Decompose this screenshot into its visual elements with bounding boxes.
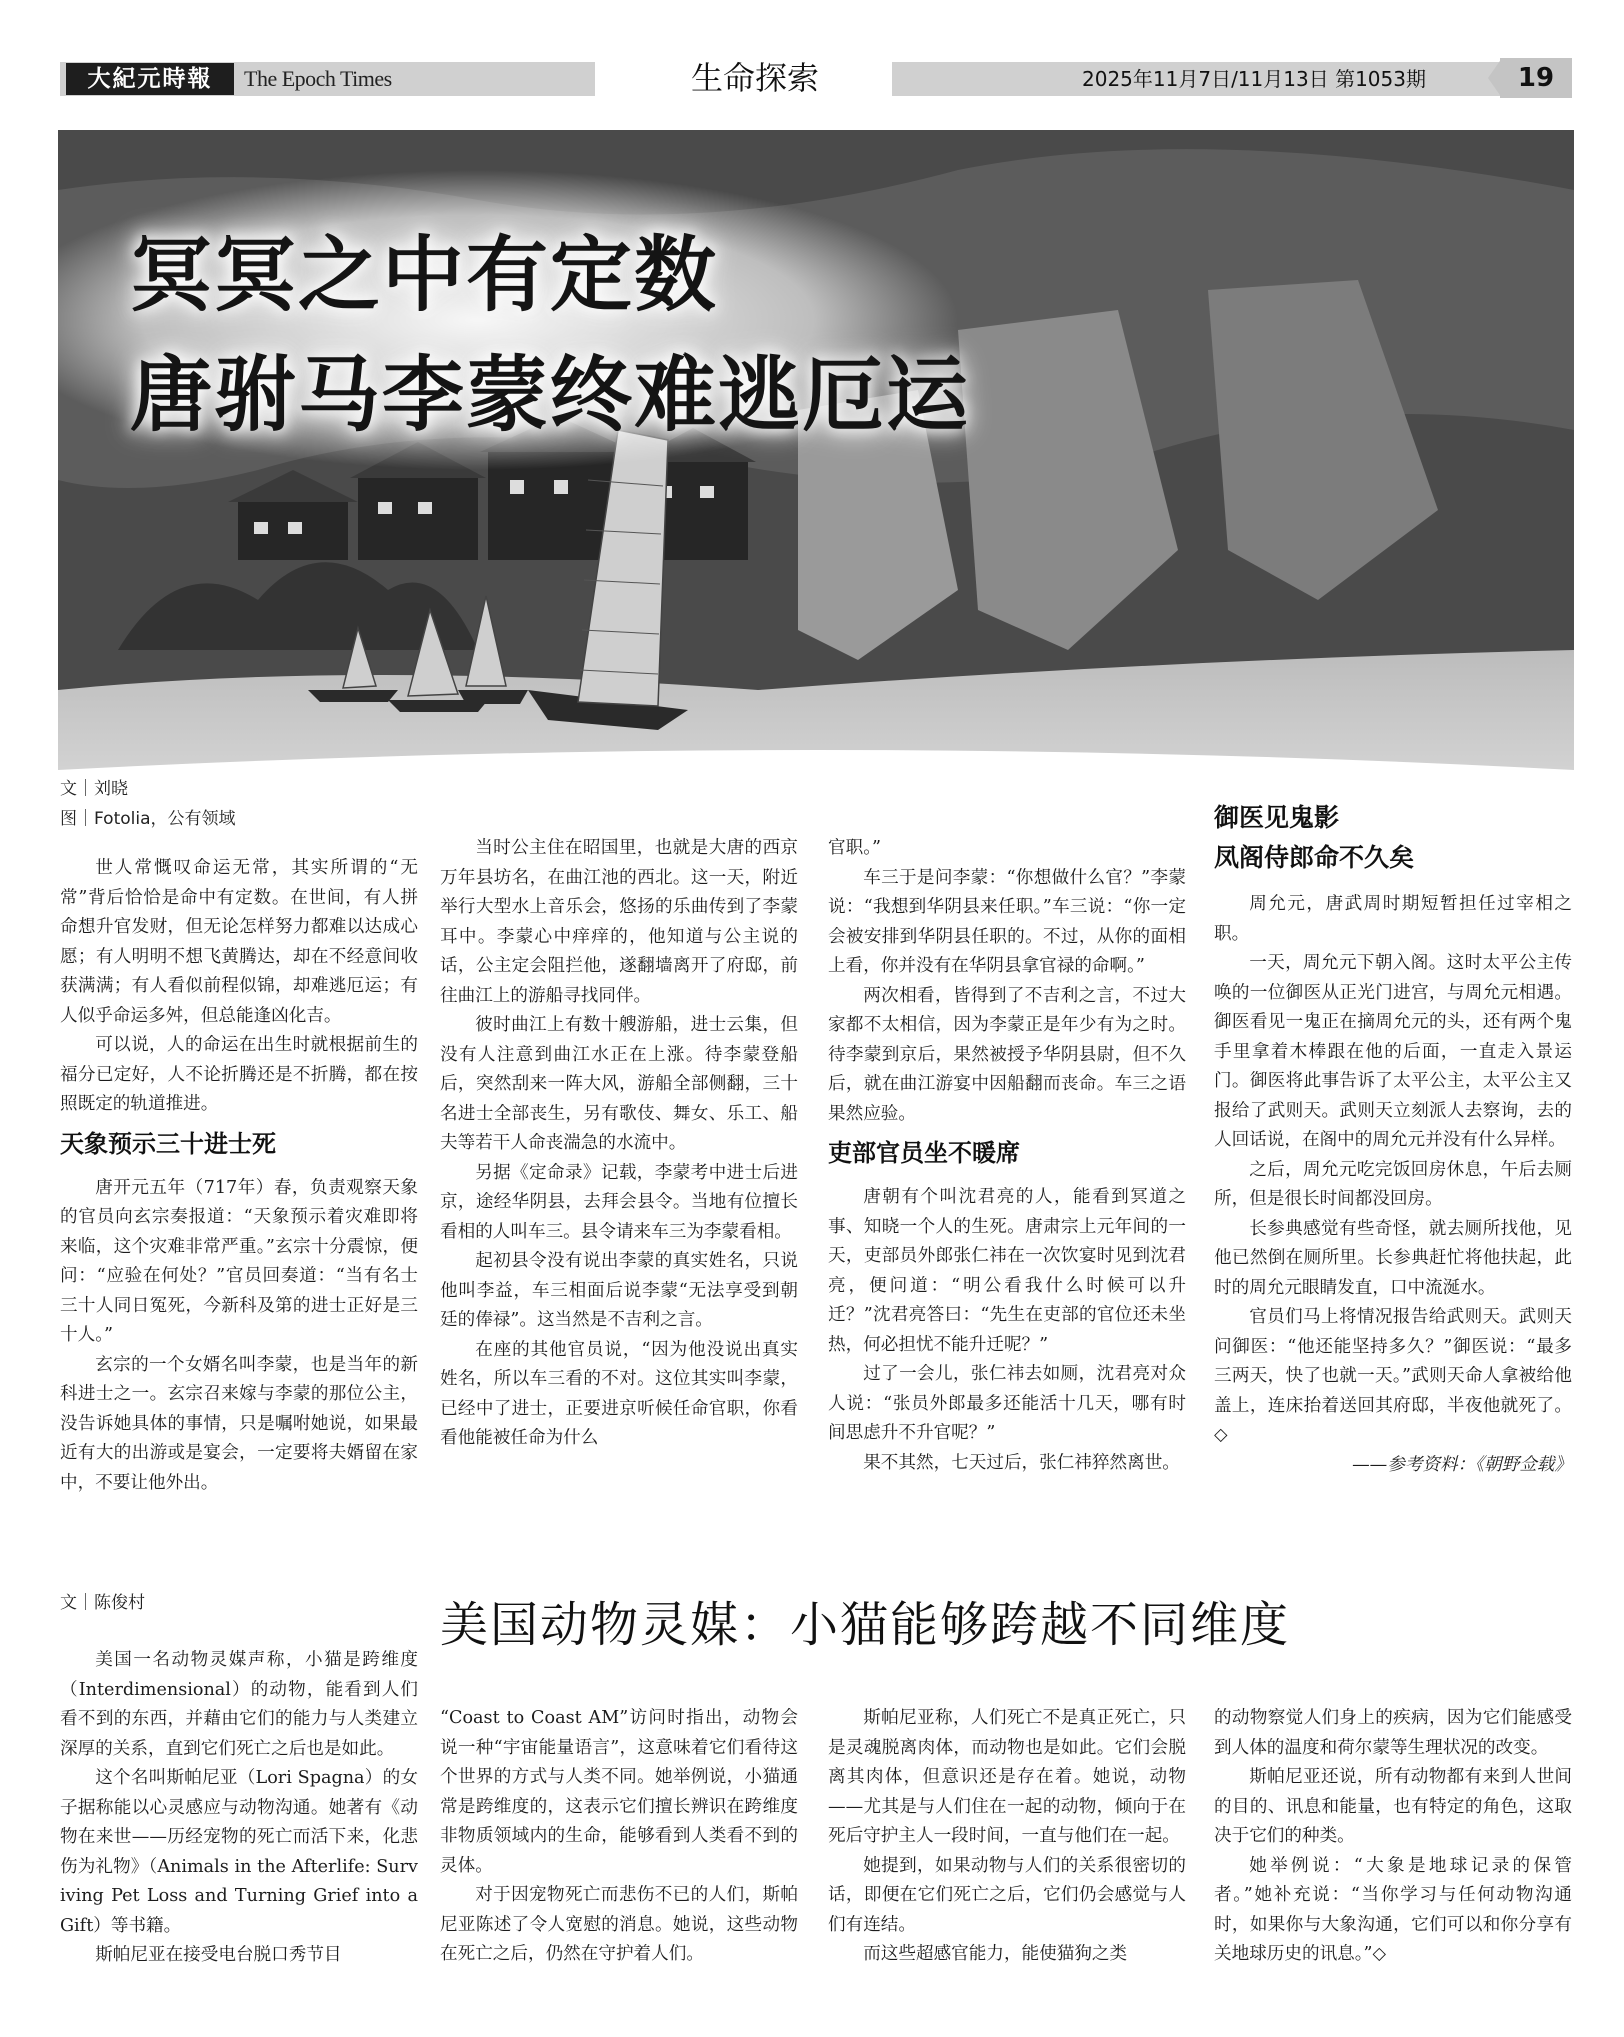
paragraph: 唐开元五年（717年）春，负责观察天象的官员向玄宗奏报道：“天象预示着灾难即将来临，这个灾难非常严重。”玄宗十分震惊，便问：“应验在何处？”官员回奏道：“当有名士三十人同日冤死，今新科及第的进士正好是三十人。” xyxy=(60,1177,418,1345)
subheading-line-1: 御医见鬼影 xyxy=(1214,803,1340,832)
subheading: 天象预示三十进士死 xyxy=(60,1129,276,1158)
paragraph: 而这些超感官能力，能使猫狗之类 xyxy=(863,1944,1128,1964)
headline-line-1: 冥冥之中有定数 xyxy=(130,228,719,323)
paragraph: 起初县令没有说出李蒙的真实姓名，只说他叫李益，车三相面后说李蒙“无法享受到朝廷的俸禄”。这当然是不吉利之言。 xyxy=(440,1251,798,1330)
paragraph: 唐朝有个叫沈君亮的人，能看到冥道之事、知晓一个人的生死。唐肃宗上元年间的一天，吏部员外郎张仁祎在一次饮宴时见到沈君亮，便问道：“明公看我什么时候可以升迁？”沈君亮答曰：“先生在吏部的官位还未坐热，何必担忧不能升迁呢？” xyxy=(828,1187,1186,1355)
paragraph: 官员们马上将情况报告给武则天。武则天问御医：“他还能坚持多久？”御医说：“最多三两天，快了也就一天。”武则天命人拿被给他盖上，连床抬着送回其府邸，半夜他就死了。◇ xyxy=(1214,1307,1572,1445)
paragraph: 可以说，人的命运在出生时就根据前生的福分已定好，人不论折腾还是不折腾，都在按照既定的轨道推进。 xyxy=(60,1035,418,1114)
paragraph: 长参典感觉有些奇怪，就去厕所找他，见他已然倒在厕所里。长参典赶忙将他扶起，此时的周允元眼睛发直，口中流涎水。 xyxy=(1214,1218,1572,1298)
main-headline xyxy=(130,216,970,456)
paragraph: 两次相看，皆得到了不吉利之言，不过大家都不太相信，因为李蒙正是年少有为之时。待李蒙到京后，果然被授予华阴县尉，但不久后，就在曲江游宴中因船翻而丧命。车三之语果然应验。 xyxy=(828,985,1186,1124)
paragraph: 斯帕尼亚还说，所有动物都有来到人世间的目的、讯息和能量，也有特定的角色，这取决于它们的种类。 xyxy=(1214,1767,1572,1846)
section-title: 生命探索 xyxy=(690,59,819,97)
newspaper-logo-chinese[interactable]: 大紀元時報 xyxy=(66,63,234,95)
reference-note: ——参考资料：《朝野佥载》 xyxy=(1352,1454,1572,1475)
paragraph: “Coast to Coast AM”访问时指出，动物会说一种“宇宙能量语言”，这意味着它们看待这个世界的方式与人类不同。她举例说，小猫通常是跨维度的，这表示它们擅长辨识在跨维度非物质领域内的生命，能够看到人类看不到的灵体。 xyxy=(440,1708,798,1876)
paragraph: 的动物察觉人们身上的疾病，因为它们能感受到人体的温度和荷尔蒙等生理状况的改变。 xyxy=(1214,1708,1572,1758)
story1-column-1 xyxy=(60,854,418,1498)
story2-column-2 xyxy=(440,1704,798,1970)
paragraph: 世人常慨叹命运无常，其实所谓的“无常”背后恰恰是命中有定数。在世间，有人拼命想升官发财，但无论怎样努力都难以达成心愿；有人明明不想飞黄腾达，却在不经意间收获满满；有人看似前程似锦，却难逃厄运；有人似乎命运多舛，但总能逢凶化吉。 xyxy=(60,858,418,1026)
story2-column-4 xyxy=(1214,1704,1572,1970)
paragraph: 她提到，如果动物与人们的关系很密切的话，即便在它们死亡之后，它们仍会感觉与人们有连结。 xyxy=(828,1855,1186,1935)
paragraph: 果不其然，七天过后，张仁祎猝然离世。 xyxy=(863,1452,1180,1473)
story1-column-4-heading xyxy=(1214,798,1574,878)
paragraph: 过了一会儿，张仁祎去如厕，沈君亮对众人说：“张员外郎最多还能活十几天，哪有时间思虑升不升官呢？” xyxy=(828,1364,1186,1443)
paragraph: 斯帕尼亚在接受电台脱口秀节目 xyxy=(95,1945,342,1965)
newspaper-logo-english[interactable]: The Epoch Times xyxy=(244,66,392,91)
paragraph: 另据《定命录》记载，李蒙考中进士后进京，途经华阴县，去拜会县令。当地有位擅长看相的人叫车三。县令请来车三为李蒙看相。 xyxy=(440,1162,798,1242)
paragraph: 对于因宠物死亡而悲伤不已的人们，斯帕尼亚陈述了令人宽慰的消息。她说，这些动物在死亡之后，仍然在守护着人们。 xyxy=(440,1885,798,1964)
story1-photo-credit: 图｜Fotolia，公有领域 xyxy=(60,809,236,829)
paragraph: 彼时曲江上有数十艘游船，进士云集，但没有人注意到曲江水正在上涨。待李蒙登船后，突然刮来一阵大风，游船全部侧翻，三十名进士全部丧生，另有歌伎、舞女、乐工、船夫等若干人命丧湍急的水流中。 xyxy=(440,1015,798,1153)
paragraph: 当时公主住在昭国里，也就是大唐的西京万年县坊名，在曲江池的西北。这一天，附近举行大型水上音乐会，悠扬的乐曲传到了李蒙耳中。李蒙心中痒痒的，他知道与公主说的话，公主定会阻拦他，遂翻墙离开了府邸，前往曲江上的游船寻找同伴。 xyxy=(440,838,798,1006)
paragraph: 这个名叫斯帕尼亚（Lori Spagna）的女子据称能以心灵感应与动物沟通。她著有《动物在来世——历经宠物的死亡而活下来，化悲伤为礼物》（Animals in the Afterlife: Surviving Pet Loss and Turning Grief into a Gift）等书籍。 xyxy=(60,1768,418,1936)
paragraph: 斯帕尼亚称，人们死亡不是真正死亡，只是灵魂脱离肉体，而动物也是如此。它们会脱离其肉体，但意识还是存在着。她说，动物——尤其是与人们住在一起的动物，倾向于在死后守护主人一段时间，一直与他们在一起。 xyxy=(828,1708,1186,1846)
story2-column-1 xyxy=(60,1646,418,1971)
paragraph: 一天，周允元下朝入阁。这时太平公主传唤的一位御医从正光门进宫，与周允元相遇。御医看见一鬼正在摘周允元的头，还有两个鬼手里拿着木棒跟在他的后面，一直走入景运门。御医将此事告诉了太平公主，太平公主又报给了武则天。武则天立刻派人去察询，去的人回话说，在阁中的周允元并没有什么异样。 xyxy=(1214,953,1572,1150)
story1-byline: 文｜刘晓 xyxy=(60,779,128,799)
paragraph: 官职。” xyxy=(828,838,881,858)
story2-column-3 xyxy=(828,1704,1186,1970)
headline-line-2: 唐驸马李蒙终难逃厄运 xyxy=(130,348,971,443)
paragraph: 美国一名动物灵媒声称，小猫是跨维度（Interdimensional）的动物，能看到人们看不到的东西，并藉由它们的能力与人类建立深厚的关系，直到它们死亡之后也是如此。 xyxy=(60,1650,418,1759)
page-number: 19 xyxy=(1517,63,1555,93)
paragraph: 玄宗的一个女婿名叫李蒙，也是当年的新科进士之一。玄宗召来嫁与李蒙的那位公主，没告诉她具体的事情，只是嘱咐她说，如果最近有大的出游或是宴会，一定要将夫婿留在家中，不要让他外出。 xyxy=(60,1354,418,1493)
paragraph: 车三于是问李蒙：“你想做什么官？”李蒙说：“我想到华阴县来任职。”车三说：“你一定会被安排到华阴县任职的。不过，从你的面相上看，你并没有在华阴县拿官禄的命啊。” xyxy=(828,867,1186,976)
issue-dateline: 2025年11月7日/11月13日 第1053期 xyxy=(1082,67,1426,91)
paragraph: 周允元，唐武周时期短暂担任过宰相之职。 xyxy=(1214,894,1572,944)
story2-headline: 美国动物灵媒：小猫能够跨越不同维度 xyxy=(440,1597,1291,1653)
paragraph: 她举例说：“大象是地球记录的保管者。”她补充说：“当你学习与任何动物沟通时，如果你与大象沟通，它们可以和你分享有关地球历史的讯息。”◇ xyxy=(1214,1855,1572,1964)
paragraph: 在座的其他官员说，“因为他没说出真实姓名，所以车三看的不对。这位其实叫李蒙，已经中了进士，正要进京听候任命官职，你看看他能被任命为什么 xyxy=(440,1339,798,1448)
paragraph: 之后，周允元吃完饭回房休息，午后去厕所，但是很长时间都没回房。 xyxy=(1214,1159,1572,1209)
subheading-line-2: 凤阁侍郎命不久矣 xyxy=(1214,843,1415,872)
story1-column-4 xyxy=(1214,890,1572,1480)
subheading: 吏部官员坐不暖席 xyxy=(828,1139,1020,1167)
story2-byline: 文｜陈俊村 xyxy=(60,1593,145,1613)
story1-column-3 xyxy=(828,834,1186,1478)
story1-column-2 xyxy=(440,834,798,1454)
